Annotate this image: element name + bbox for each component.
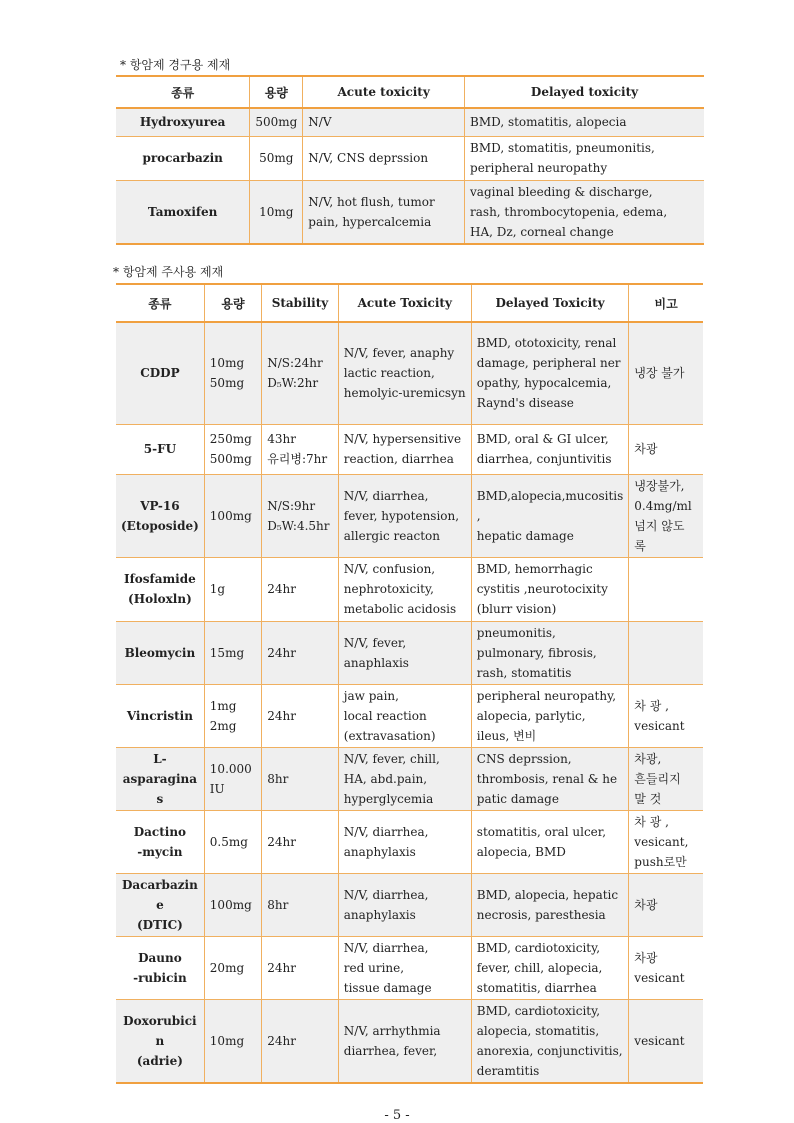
cell-text-line: N/V, diarrhea, [343, 940, 429, 955]
delayed-toxicity-cell [471, 557, 629, 621]
drug-name-cell [116, 684, 204, 747]
drug-name-cell [116, 747, 204, 810]
remark-cell [629, 747, 703, 810]
drug-name-cell [116, 621, 204, 684]
cell-text-line: (Etoposide) [121, 518, 199, 533]
drug-name-cell [116, 810, 204, 873]
table-row [116, 424, 703, 474]
cell-text-line: hepatic damage [476, 528, 574, 543]
delayed-toxicity-cell [471, 873, 629, 936]
column-header: 종류 [116, 284, 204, 322]
acute-toxicity-cell [303, 108, 465, 136]
acute-toxicity-cell [338, 474, 471, 557]
dose-cell [250, 108, 303, 136]
cell-text-line: diarrhea, conjuntivitis [476, 452, 612, 466]
cell-text: 500mg [255, 115, 298, 130]
stability-cell [262, 557, 339, 621]
cell-text-line: N/V, confusion, [343, 562, 436, 576]
stability-cell [262, 684, 339, 747]
cell-text-line: 차광, [634, 751, 662, 766]
table-row [116, 621, 703, 684]
table-row [116, 810, 703, 873]
cell-text-line: 24hr [267, 960, 296, 975]
acute-toxicity-cell [338, 557, 471, 621]
dose-cell [204, 474, 261, 557]
cell-text-line: HA, abd.pain, [343, 771, 428, 786]
cell-text-line: BMD, oral & GI ulcer, [476, 432, 609, 446]
cell-text-line: N/S:9hr [267, 498, 316, 513]
dose-cell [204, 684, 261, 747]
remark-cell [629, 936, 703, 999]
cell-text-line: (Holoxln) [128, 592, 192, 606]
table-row [116, 747, 703, 810]
cell-text-line: BMD, hemorrhagic [476, 562, 593, 576]
remark-cell [629, 557, 703, 621]
cell-text-line: Dauno [138, 950, 182, 965]
cell-text-line: diarrhea, fever, [343, 1043, 438, 1058]
dose-cell [204, 557, 261, 621]
cell-text-line: vesicant [634, 718, 685, 733]
cell-text-line: 록 [634, 538, 646, 553]
cell-text-line: N/V, fever, chill, [343, 751, 440, 766]
cell-text-line: 250mg [209, 432, 252, 446]
injection-section-title: * 항암제 주사용 제재 [113, 265, 224, 279]
delayed-toxicity-cell [471, 474, 629, 557]
cell-text-line: 흔들리지 [634, 771, 681, 786]
cell-text-line: 차광 [634, 897, 658, 912]
dose-cell [204, 424, 261, 474]
cell-text-line: metabolic acidosis [343, 602, 457, 616]
cell-text-line: anorexia, conjunctivitis, [476, 1043, 623, 1058]
cell-text-line: 8hr [267, 897, 289, 912]
acute-toxicity-cell [338, 322, 471, 424]
cell-text-line: N/V, CNS deprssion [308, 151, 429, 165]
dose-cell [204, 810, 261, 873]
delayed-toxicity-cell [465, 108, 704, 136]
cell-text-line: 100mg [209, 508, 252, 523]
stability-cell [262, 424, 339, 474]
cell-text-line: pain, hypercalcemia [308, 214, 432, 229]
cell-text-line: pulmonary, fibrosis, [476, 645, 597, 660]
cell-text-line: 냉장 불가 [634, 366, 685, 381]
cell-text-line: (DTIC) [136, 917, 183, 932]
cell-text-line: 넘지 않도 [634, 518, 685, 533]
cell-text-line: N/S:24hr [267, 356, 323, 371]
cell-text-line: n [155, 1033, 165, 1048]
dose-cell [204, 322, 261, 424]
cell-text-line: 차 광 , [634, 814, 669, 829]
cell-text-line: CNS deprssion, [476, 751, 572, 766]
cell-text-line: 0.4mg/ml [634, 498, 692, 513]
cell-text-line: (blurr vision) [476, 602, 557, 616]
cell-text-line: local reaction [343, 708, 427, 723]
delayed-toxicity-cell [471, 621, 629, 684]
drug-name-cell [116, 474, 204, 557]
column-header: Acute toxicity [303, 76, 465, 108]
cell-text: procarbazin [142, 151, 223, 165]
acute-toxicity-cell [338, 810, 471, 873]
table-row [116, 474, 703, 557]
table-header-row [116, 284, 703, 322]
cell-text-line: N/V, diarrhea, [343, 488, 429, 503]
table-row [116, 108, 704, 136]
cell-text-line: 차 광 , [634, 698, 669, 713]
remark-cell [629, 322, 703, 424]
dose-cell [204, 999, 261, 1083]
drug-name-cell [116, 180, 250, 244]
remark-cell [629, 873, 703, 936]
table-row [116, 136, 704, 180]
injection-drug-table [116, 283, 703, 1084]
acute-toxicity-cell [338, 936, 471, 999]
cell-text-line: Dactino [133, 824, 187, 839]
cell-text-line: 0.5mg [209, 834, 248, 849]
column-header: Delayed Toxicity [471, 284, 629, 322]
cell-text-line: 8hr [267, 771, 289, 786]
cell-text-line: 24hr [267, 645, 296, 660]
cell-text-line: VP-16 [140, 498, 180, 513]
cell-text-line: BMD, stomatitis, pneumonitis, [470, 141, 655, 155]
cell-text-line: (extravasation) [343, 728, 436, 743]
cell-text-line: vaginal bleeding & discharge, [470, 184, 653, 199]
acute-toxicity-cell [338, 747, 471, 810]
cell-text-line: alopecia, parlytic, [476, 708, 586, 723]
remark-cell [629, 999, 703, 1083]
column-header: Acute Toxicity [338, 284, 471, 322]
drug-name-cell [116, 936, 204, 999]
column-header: 비고 [629, 284, 703, 322]
cell-text-line: Vincristin [126, 708, 193, 723]
delayed-toxicity-cell [471, 999, 629, 1083]
cell-text-line: 500mg [209, 452, 252, 466]
delayed-toxicity-cell [471, 684, 629, 747]
cell-text-line: hemolyic-uremicsyn [343, 386, 466, 401]
remark-cell [629, 424, 703, 474]
table-row [116, 557, 703, 621]
cell-text-line: 차광 [634, 442, 658, 456]
acute-toxicity-cell [303, 136, 465, 180]
drug-name-cell [116, 108, 250, 136]
cell-text-line: 2mg [209, 718, 237, 733]
cell-text: Hydroxyurea [139, 115, 226, 130]
cell-text-line: BMD,alopecia,mucositis [476, 488, 624, 503]
cell-text-line: Bleomycin [124, 645, 196, 660]
cell-text: 10mg [259, 204, 294, 219]
remark-cell [629, 684, 703, 747]
acute-toxicity-cell [338, 873, 471, 936]
cell-text-line: BMD, cardiotoxicity, [476, 1003, 601, 1018]
cell-text-line: N/V, hot flush, tumor [308, 194, 435, 209]
dose-cell [204, 747, 261, 810]
cell-text-line: necrosis, paresthesia [476, 907, 606, 922]
cell-text-line: N/V, diarrhea, [343, 824, 429, 839]
table-header-row [116, 76, 704, 108]
cell-text-line: tissue damage [343, 980, 432, 995]
cell-text-line: HA, Dz, corneal change [470, 224, 614, 239]
cell-text-line: 말 것 [634, 791, 662, 806]
delayed-toxicity-cell [471, 322, 629, 424]
drug-name-cell [116, 557, 204, 621]
cell-text-line: 10mg [209, 1033, 245, 1048]
cell-text-line: e [156, 897, 164, 912]
table-row [116, 999, 703, 1083]
dose-cell [250, 180, 303, 244]
cell-text-line: 50mg [209, 376, 245, 391]
cell-text-line: N/V, arrhythmia [343, 1023, 441, 1038]
cell-text-line: anaphlaxis [343, 655, 409, 670]
cell-text-line: lactic reaction, [343, 366, 435, 381]
acute-toxicity-cell [303, 180, 465, 244]
cell-text-line: fever, hypotension, [343, 508, 460, 523]
stability-cell [262, 322, 339, 424]
cell-text-line: thrombosis, renal & he [476, 771, 618, 786]
cell-text-line: 43hr [267, 432, 296, 446]
cell-text-line: s [156, 791, 164, 806]
cell-text-line: jaw pain, [343, 688, 399, 703]
cell-text-line: 24hr [267, 708, 296, 723]
stability-cell [262, 747, 339, 810]
delayed-toxicity-cell [471, 936, 629, 999]
cell-text-line: vesicant, [634, 834, 689, 849]
cell-text-line: 차광 [634, 950, 658, 965]
cell-text-line: 24hr [267, 1033, 296, 1048]
cell-text-line: 10mg [209, 356, 245, 371]
remark-cell [629, 621, 703, 684]
table-row [116, 936, 703, 999]
cell-text-line: 20mg [209, 960, 245, 975]
delayed-toxicity-cell [471, 747, 629, 810]
drug-name-cell [116, 424, 204, 474]
cell-text-line: alopecia, BMD [476, 844, 566, 859]
cell-text-line: rash, stomatitis [476, 665, 572, 680]
cell-text-line: 10.000 [209, 761, 252, 776]
drug-name-cell [116, 873, 204, 936]
column-header: 용량 [250, 76, 303, 108]
table-row [116, 180, 704, 244]
cell-text-line: 1g [209, 582, 226, 596]
cell-text-line: BMD, cardiotoxicity, [476, 940, 601, 955]
dose-cell [250, 136, 303, 180]
dose-cell [204, 936, 261, 999]
cell-text-line: , [476, 508, 481, 523]
remark-cell [629, 474, 703, 557]
cell-text-line: Raynd's disease [476, 396, 574, 411]
cell-text-line: 5-FU [143, 442, 177, 456]
cell-text: Tamoxifen [147, 204, 218, 219]
acute-toxicity-cell [338, 684, 471, 747]
cell-text-line: N/V, fever, anaphy [343, 346, 455, 361]
oral-drug-table [116, 75, 704, 245]
cell-text-line: allergic reacton [343, 528, 440, 543]
cell-text-line: ileus, 변비 [476, 728, 537, 743]
column-header: Stability [262, 284, 339, 322]
column-header: 종류 [116, 76, 250, 108]
drug-name-cell [116, 999, 204, 1083]
cell-text-line: 1mg [209, 698, 237, 713]
page-number: - 5 - [384, 1108, 410, 1123]
cell-text-line: deramtitis [476, 1063, 540, 1078]
cell-text-line: (adrie) [136, 1053, 183, 1068]
cell-text-line: 유리병:7hr [267, 452, 328, 466]
cell-text-line: 냉장불가, [634, 478, 685, 493]
cell-text-line: BMD, ototoxicity, renal [476, 336, 617, 351]
cell-text-line: 24hr [267, 834, 296, 849]
dose-cell [204, 873, 261, 936]
cell-text-line: nephrotoxicity, [343, 582, 434, 596]
cell-text-line: CDDP [140, 366, 180, 381]
delayed-toxicity-cell [471, 810, 629, 873]
cell-text-line: red urine, [343, 960, 405, 975]
cell-text-line: stomatitis, diarrhea [476, 980, 597, 995]
stability-cell [262, 936, 339, 999]
cell-text-line: opathy, hypocalcemia, [476, 376, 612, 391]
stability-cell [262, 621, 339, 684]
cell-text-line: L- [153, 751, 167, 766]
table-row [116, 322, 703, 424]
delayed-toxicity-cell [465, 180, 704, 244]
cell-text-line: -mycin [137, 844, 183, 859]
stability-cell [262, 810, 339, 873]
drug-name-cell [116, 136, 250, 180]
cell-text-line: reaction, diarrhea [343, 452, 454, 466]
cell-text-line: rash, thrombocytopenia, edema, [470, 204, 668, 219]
cell-text-line: push로만 [634, 854, 687, 869]
cell-text-line: IU [209, 781, 225, 796]
cell-text-line: peripheral neuropathy [470, 161, 608, 175]
cell-text-line: hyperglycemia [343, 791, 434, 806]
cell-text-line: N/V, diarrhea, [343, 887, 429, 902]
cell-text-line: BMD, alopecia, hepatic [476, 887, 619, 902]
cell-text-line: peripheral neuropathy, [476, 688, 617, 703]
cell-text-line: fever, chill, alopecia, [476, 960, 603, 975]
cell-text-line: N/V [308, 115, 332, 130]
cell-text-line: Dacarbazin [121, 877, 198, 892]
stability-cell [262, 873, 339, 936]
cell-text-line: 15mg [209, 645, 245, 660]
cell-text-line: N/V, fever, [343, 635, 407, 650]
cell-text-line: alopecia, stomatitis, [476, 1023, 600, 1038]
cell-text-line: anaphylaxis [343, 907, 416, 922]
cell-text-line: patic damage [476, 791, 559, 806]
cell-text: 50mg [259, 151, 294, 165]
cell-text-line: asparagina [122, 771, 198, 786]
table-row [116, 684, 703, 747]
cell-text-line: anaphylaxis [343, 844, 416, 859]
cell-text-line: damage, peripheral ner [476, 356, 621, 371]
cell-text-line: BMD, stomatitis, alopecia [470, 115, 627, 130]
cell-text-line: 100mg [209, 897, 252, 912]
cell-text-line: D₅W:4.5hr [267, 518, 330, 533]
dose-cell [204, 621, 261, 684]
acute-toxicity-cell [338, 424, 471, 474]
oral-section-title: * 항암제 경구용 제재 [120, 58, 231, 72]
cell-text-line: Ifosfamide [124, 572, 196, 586]
table-row [116, 873, 703, 936]
cell-text-line: D₅W:2hr [267, 376, 319, 391]
delayed-toxicity-cell [465, 136, 704, 180]
cell-text-line: vesicant [634, 970, 685, 985]
stability-cell [262, 999, 339, 1083]
cell-text-line: vesicant [634, 1033, 685, 1048]
cell-text-line: N/V, hypersensitive [343, 432, 462, 446]
cell-text-line: Doxorubici [123, 1013, 197, 1028]
delayed-toxicity-cell [471, 424, 629, 474]
cell-text-line: stomatitis, oral ulcer, [476, 824, 607, 839]
cell-text-line: -rubicin [133, 970, 187, 985]
column-header: Delayed toxicity [465, 76, 704, 108]
remark-cell [629, 810, 703, 873]
column-header: 용량 [204, 284, 261, 322]
acute-toxicity-cell [338, 999, 471, 1083]
cell-text-line: cystitis ,neurotocixity [476, 582, 608, 596]
drug-name-cell [116, 322, 204, 424]
acute-toxicity-cell [338, 621, 471, 684]
stability-cell [262, 474, 339, 557]
cell-text-line: 24hr [267, 582, 296, 596]
cell-text-line: pneumonitis, [476, 625, 556, 640]
